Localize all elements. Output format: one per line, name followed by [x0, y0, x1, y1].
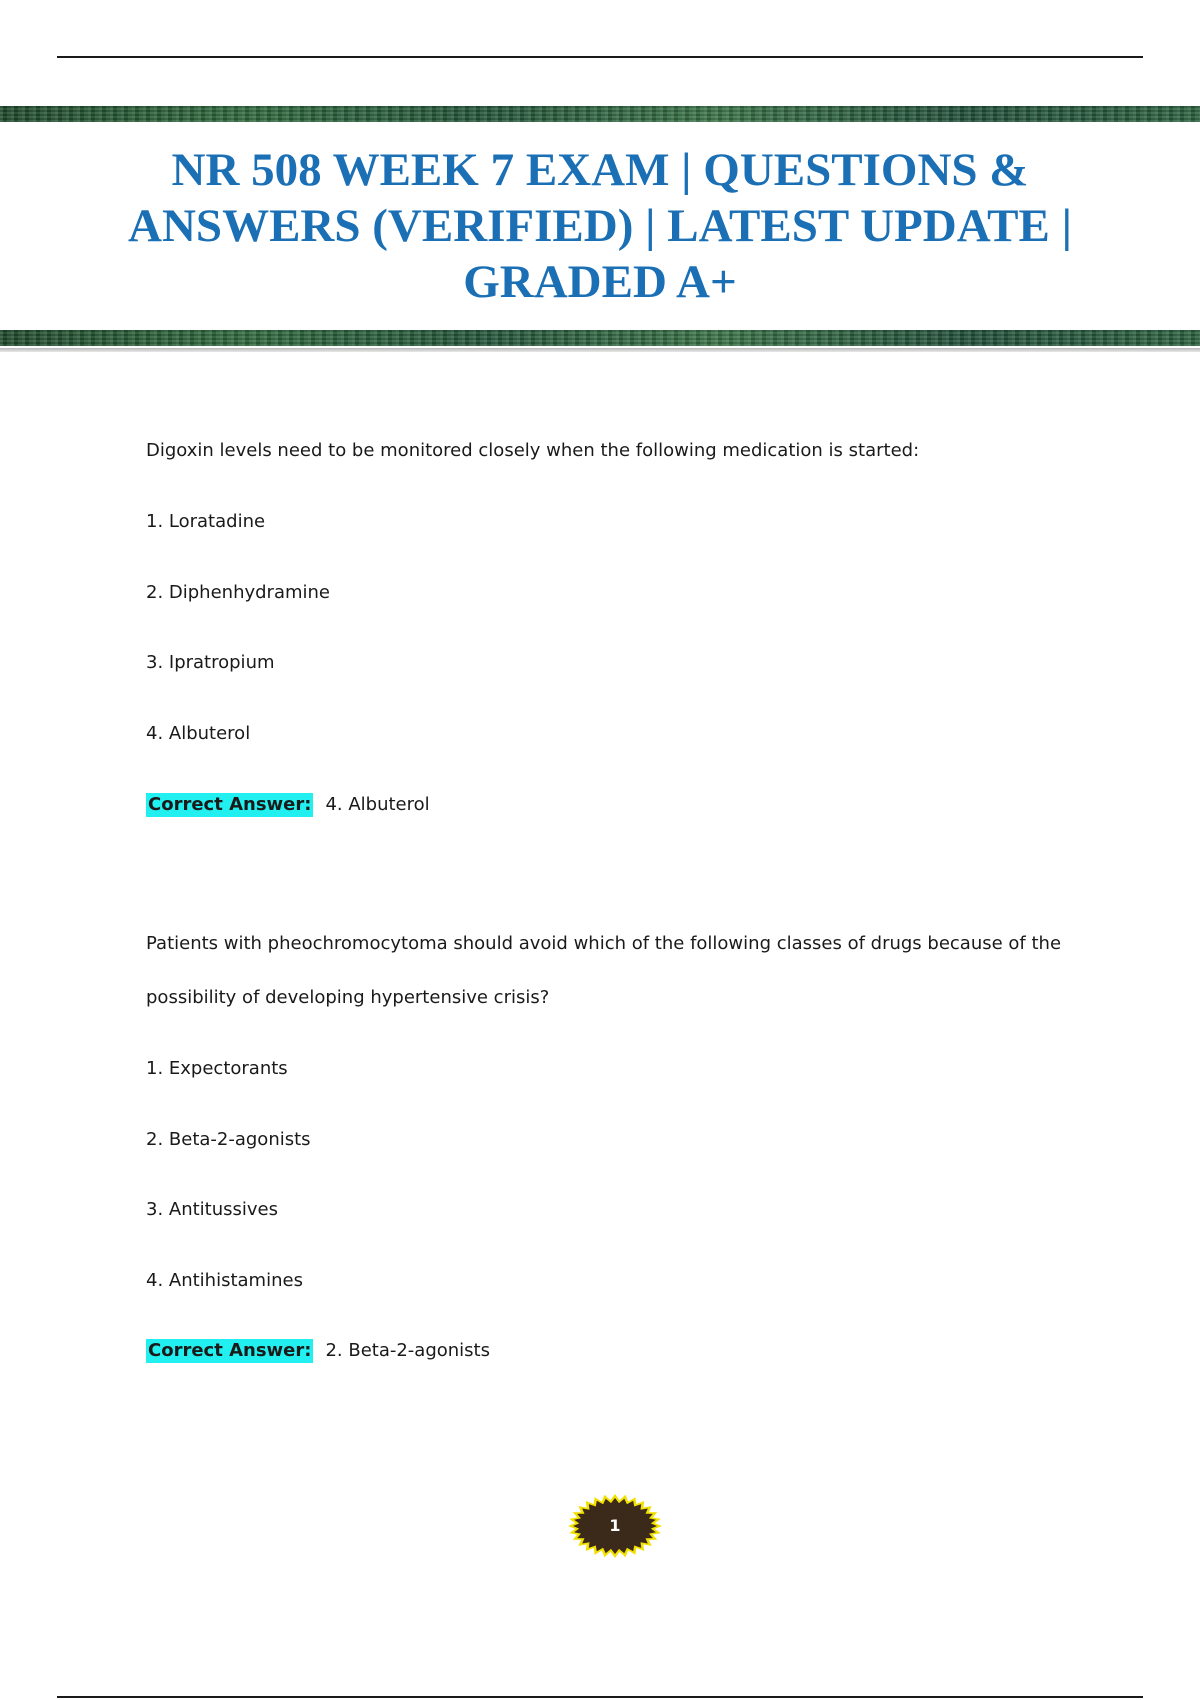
correct-answer-label: Correct Answer: — [148, 1340, 312, 1361]
question-1-option-4: 4. Albuterol — [146, 723, 251, 744]
correct-answer-label: Correct Answer: — [148, 794, 312, 815]
question-1-answer-value: 4. Albuterol — [325, 794, 430, 815]
question-2-answer-value: 2. Beta-2-agonists — [325, 1340, 490, 1361]
question-1-option-1: 1. Loratadine — [146, 511, 266, 532]
page-number: 1 — [609, 1516, 621, 1535]
question-2-answer — [146, 1339, 490, 1363]
question-2-option-4: 4. Antihistamines — [146, 1270, 303, 1291]
question-2-option-3: 3. Antitussives — [146, 1199, 279, 1220]
footer-rule — [57, 1696, 1143, 1698]
page-number-badge — [567, 1493, 663, 1559]
question-2-text-line-2: possibility of developing hypertensive crisis? — [146, 987, 550, 1008]
document-title: NR 508 WEEK 7 EXAM | QUESTIONS & ANSWERS (VERIFIED) | LATEST UPDATE | GRADED A+ — [128, 144, 1072, 308]
question-2-text-line-1: Patients with pheochromocytoma should avoid which of the following classes of drugs because of the — [146, 933, 1062, 954]
question-2-option-1: 1. Expectorants — [146, 1058, 288, 1079]
title-band-top — [0, 106, 1200, 122]
question-1-option-3: 3. Ipratropium — [146, 652, 275, 673]
question-1-option-2: 2. Diphenhydramine — [146, 582, 331, 603]
header-rule — [57, 56, 1143, 58]
title-band-bottom — [0, 330, 1200, 346]
question-1-answer — [146, 793, 430, 817]
title-band-shadow — [0, 348, 1200, 352]
question-2-option-2: 2. Beta-2-agonists — [146, 1129, 311, 1150]
question-1-text: Digoxin levels need to be monitored closely when the following medication is started: — [146, 440, 920, 461]
